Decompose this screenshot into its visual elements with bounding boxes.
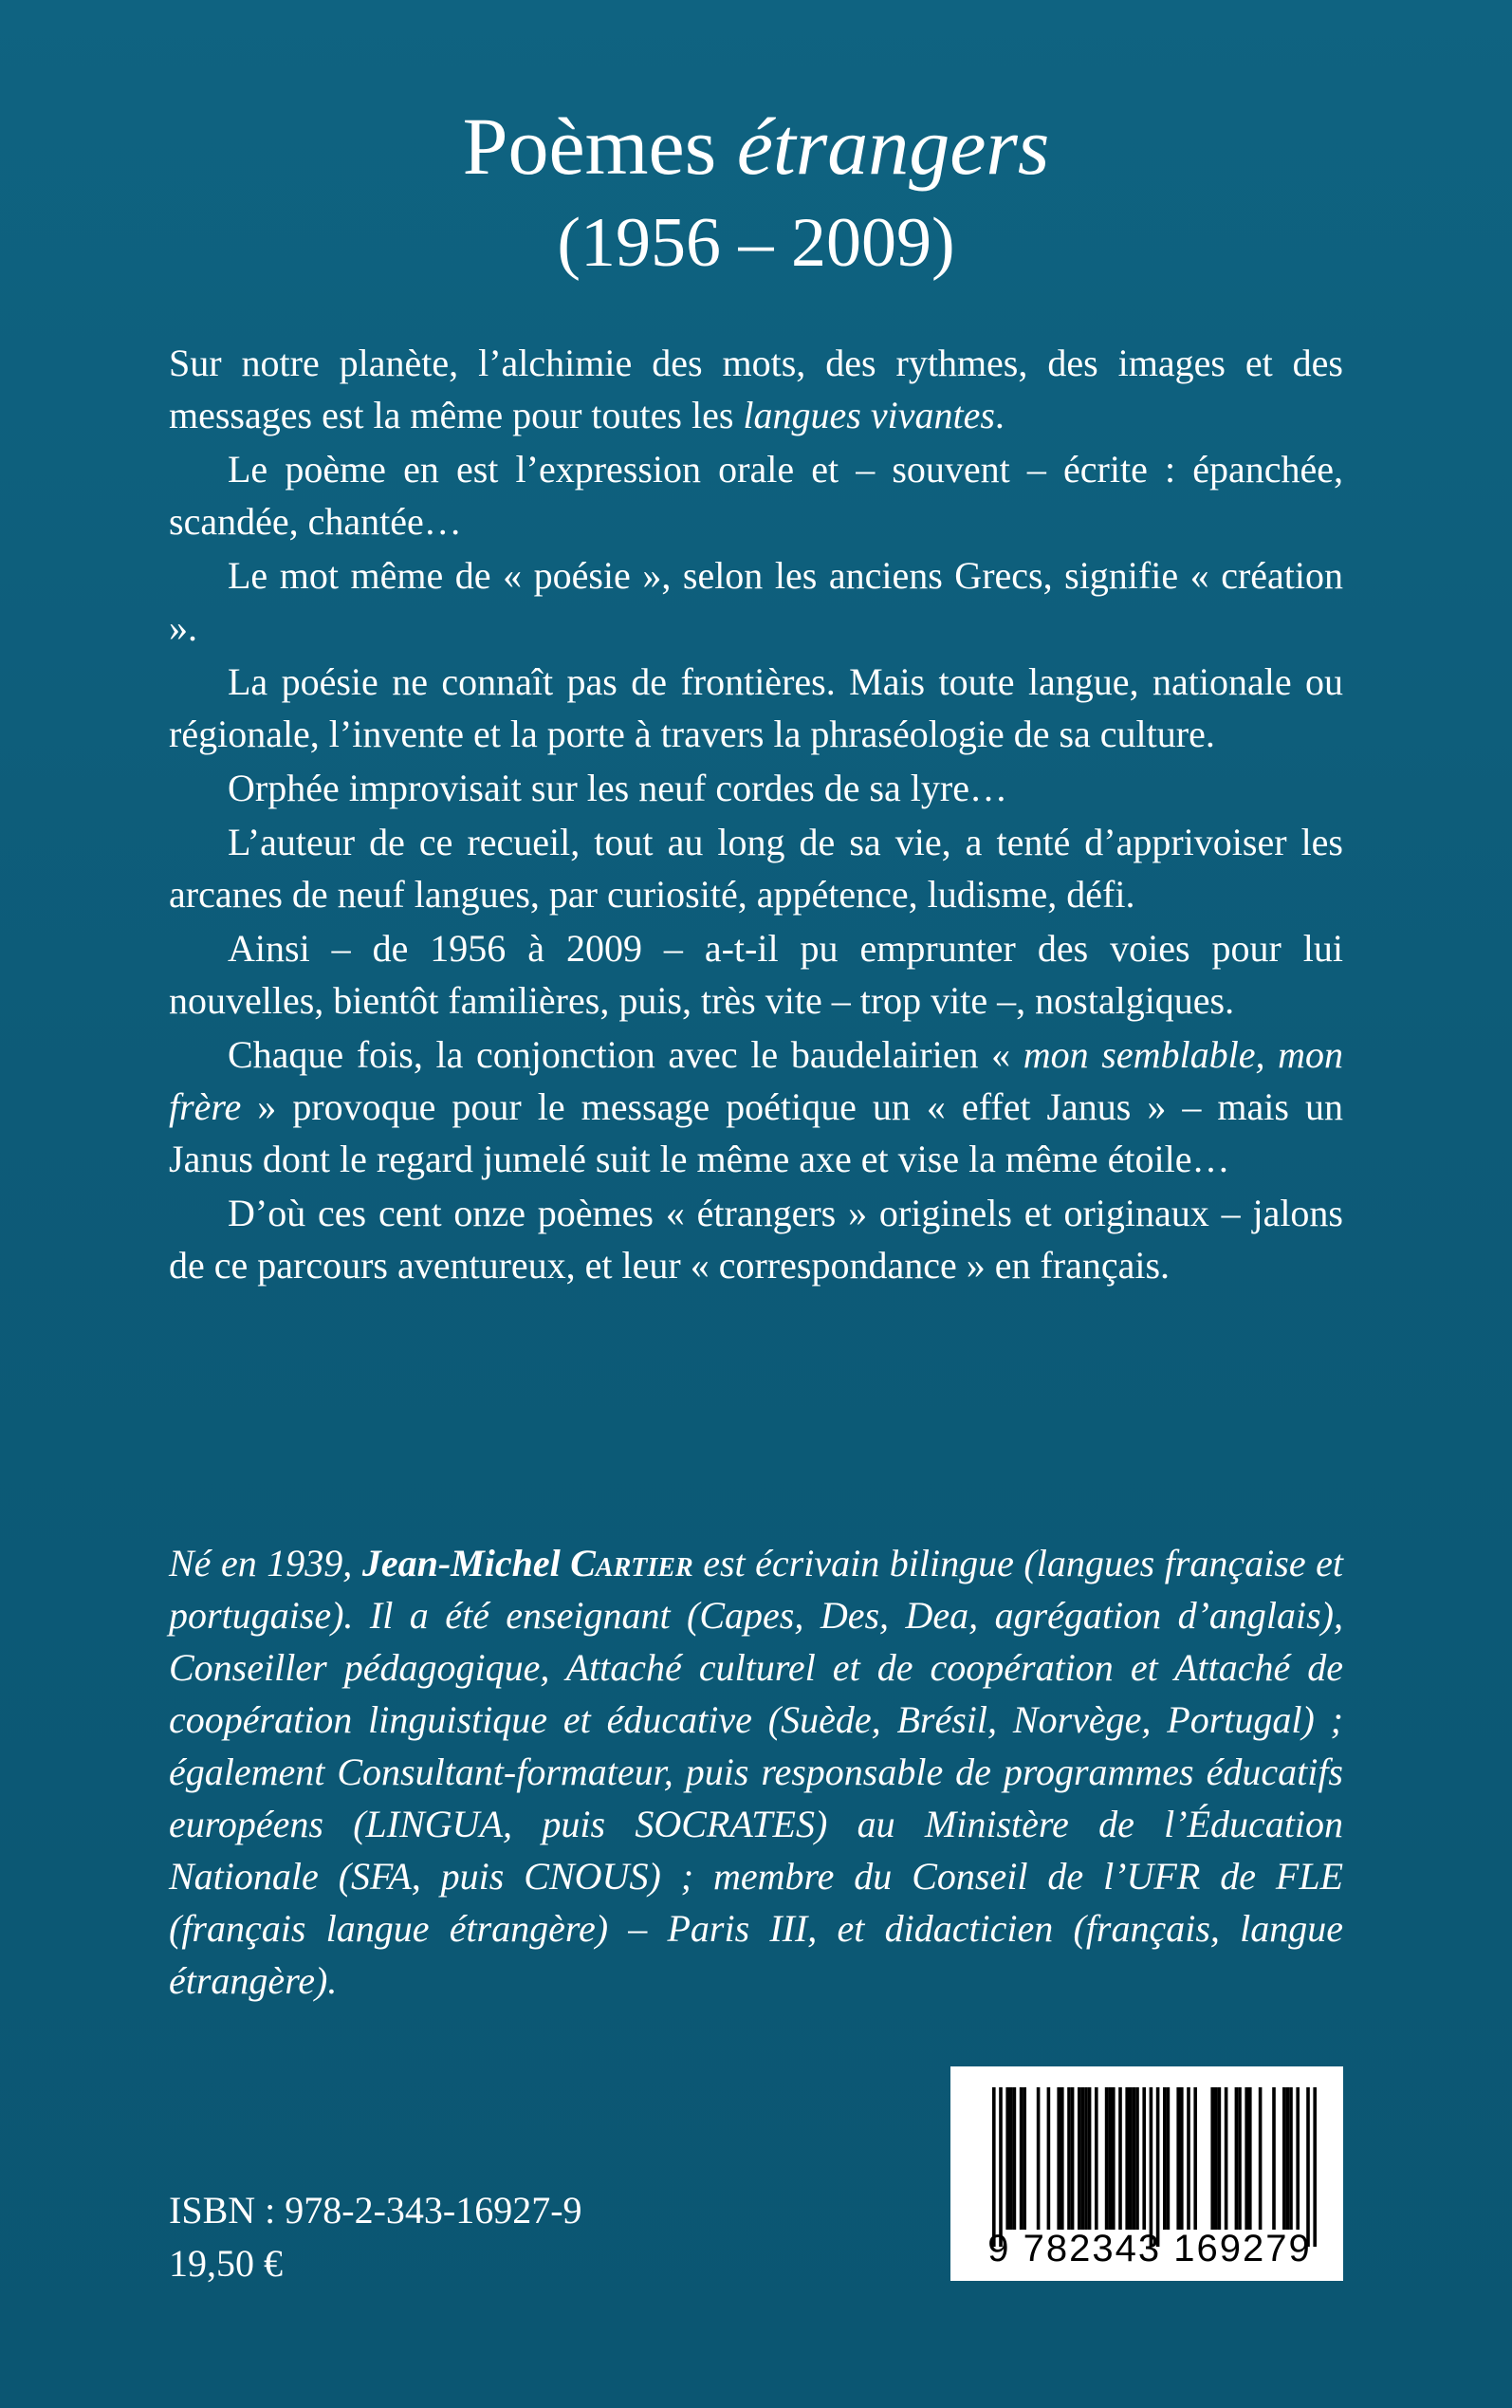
barcode-bar bbox=[1118, 2087, 1122, 2230]
barcode-bar bbox=[1088, 2087, 1092, 2230]
barcode-bar bbox=[1133, 2087, 1136, 2230]
title-block bbox=[0, 95, 1512, 288]
barcode-bar bbox=[1306, 2087, 1310, 2247]
isbn: ISBN : 978-2-343-16927-9 bbox=[169, 2189, 582, 2232]
author-name bbox=[362, 1542, 693, 1584]
barcode-bar bbox=[1289, 2087, 1293, 2230]
barcode-bar bbox=[1214, 2087, 1218, 2230]
blurb bbox=[169, 337, 1343, 1293]
barcode-bar bbox=[1047, 2087, 1051, 2230]
barcode-bar bbox=[1187, 2087, 1190, 2230]
barcode-bar bbox=[1009, 2087, 1013, 2230]
author-bio bbox=[169, 1537, 1343, 2007]
barcode-bar bbox=[992, 2087, 996, 2247]
barcode-bar bbox=[1095, 2087, 1098, 2230]
barcode-bar bbox=[1005, 2087, 1009, 2230]
author-first-name: Jean-Michel bbox=[361, 1542, 571, 1584]
blurb-paragraph bbox=[169, 337, 1343, 441]
blurb-paragraph: L’auteur de ce recueil, tout au long de sa vie, a tenté d’apprivoiser les arcanes de neuf langues, par curiosité, appétence, ludisme, défi. bbox=[169, 821, 1343, 916]
barcode-bar bbox=[1176, 2087, 1180, 2230]
barcode-bar bbox=[1180, 2087, 1184, 2230]
title-italic: étrangers bbox=[736, 101, 1050, 192]
blurb-paragraph: Le mot même de « poésie », selon les anciens Grecs, signifie « création ». bbox=[169, 554, 1343, 649]
barcode-bar bbox=[1057, 2087, 1060, 2230]
barcode-bar bbox=[1282, 2087, 1286, 2230]
barcode-bar bbox=[1023, 2087, 1026, 2230]
blurb-paragraph: D’où ces cent onze poèmes « étrangers » originels et originaux – jalons de ce parcours aventureux, et leur « correspondance » en français. bbox=[169, 1192, 1343, 1287]
barcode-bar bbox=[1067, 2087, 1071, 2230]
barcode-bar bbox=[1259, 2087, 1263, 2230]
barcode-digits: 9 782343 169279 bbox=[987, 2228, 1312, 2269]
blurb-paragraph: Orphée improvisait sur les neuf cordes de sa lyre… bbox=[228, 767, 1007, 809]
barcode bbox=[950, 2066, 1343, 2281]
price: 19,50 € bbox=[169, 2242, 283, 2285]
barcode-bar bbox=[1013, 2087, 1017, 2230]
barcode-bar bbox=[1248, 2087, 1252, 2230]
bio-prefix: Né en 1939, bbox=[169, 1542, 362, 1584]
barcode-bar bbox=[1081, 2087, 1085, 2230]
blurb-text: » provoque pour le message poétique un « effet Janus » – mais un Janus dont le regard jumelé suit le même axe et vise la même étoile… bbox=[169, 1085, 1343, 1180]
blurb-italic-text: langues vivantes bbox=[743, 394, 995, 436]
barcode-bar bbox=[1272, 2087, 1276, 2230]
blurb-paragraph: Ainsi – de 1956 à 2009 – a-t-il pu emprunter des voies pour lui nouvelles, bientôt familières, puis, très vite – trop vite –, nostalgiques. bbox=[169, 927, 1343, 1022]
bio-text: est écrivain bilingue (langues française et portugaise). Il a été enseignant (Capes, Des, Dea, agrégation d’anglais), Conseiller pédagogique, Attaché culturel et de coopération et Attaché de coopération linguistique et éducative (Suède, Brésil, Norvège, Portugal) ; également Consultant-formateur, puis responsable de programmes éducatifs européens (LINGUA, puis SOCRATES) au Ministère de l’Éducation Nationale (SFA, puis CNOUS) ; membre du Conseil de l’UFR de FLE (français langue étrangère) – Paris III, et didacticien (français, langue étrangère). bbox=[169, 1542, 1343, 2002]
barcode-bar bbox=[1108, 2087, 1112, 2230]
barcode-bar bbox=[1105, 2087, 1109, 2230]
isbn-price-block bbox=[169, 2184, 582, 2290]
barcode-bar bbox=[1235, 2087, 1239, 2230]
barcode-bar bbox=[1218, 2087, 1222, 2230]
blurb-italic-text: mon semblable, mon frère bbox=[169, 1033, 1343, 1128]
barcode-bar bbox=[1210, 2087, 1214, 2230]
barcode-bar bbox=[1135, 2087, 1139, 2230]
barcode-bar bbox=[1156, 2087, 1160, 2247]
barcode-bar bbox=[1167, 2087, 1171, 2230]
book-years: (1956 – 2009) bbox=[557, 204, 955, 282]
blurb-text: Chaque fois, la conjonction avec le baudelairien « bbox=[228, 1033, 1023, 1076]
barcode-bar bbox=[1245, 2087, 1248, 2230]
author-last-name: Cartier bbox=[570, 1542, 693, 1584]
barcode-bar bbox=[999, 2087, 1003, 2247]
barcode-bar bbox=[1225, 2087, 1228, 2230]
barcode-bar bbox=[1296, 2087, 1300, 2230]
blurb-paragraph: Le poème en est l’expression orale et – souvent – écrite : épanchée, scandée, chantée… bbox=[169, 448, 1343, 543]
barcode-bar bbox=[1163, 2087, 1167, 2230]
barcode-bar bbox=[1142, 2087, 1146, 2230]
barcode-bar bbox=[1071, 2087, 1075, 2230]
barcode-bar bbox=[1286, 2087, 1290, 2230]
barcode-bar bbox=[1129, 2087, 1133, 2230]
barcode-bar bbox=[1084, 2087, 1088, 2230]
barcode-bar bbox=[1313, 2087, 1317, 2247]
barcode-bar bbox=[1060, 2087, 1064, 2230]
blurb-paragraph: La poésie ne connaît pas de frontières. Mais toute langue, nationale ou régionale, l’invente et la porte à travers la phraséologie de sa culture. bbox=[169, 660, 1343, 755]
barcode-bar bbox=[1193, 2087, 1197, 2230]
title-roman: Poèmes bbox=[462, 101, 737, 192]
blurb-text: . bbox=[994, 394, 1005, 436]
barcode-bar bbox=[1112, 2087, 1116, 2230]
barcode-bar bbox=[1150, 2087, 1153, 2247]
blurb-text: Sur notre planète, l’alchimie des mots, des rythmes, des images et des messages est la même pour toutes les bbox=[169, 342, 1343, 436]
blurb-paragraph bbox=[169, 1028, 1343, 1185]
barcode-bar bbox=[1078, 2087, 1081, 2230]
barcode-bar bbox=[1125, 2087, 1129, 2230]
barcode-bar bbox=[1037, 2087, 1041, 2230]
book-title bbox=[0, 95, 1512, 197]
barcode-bar bbox=[1020, 2087, 1023, 2230]
barcode-bar bbox=[1238, 2087, 1242, 2230]
